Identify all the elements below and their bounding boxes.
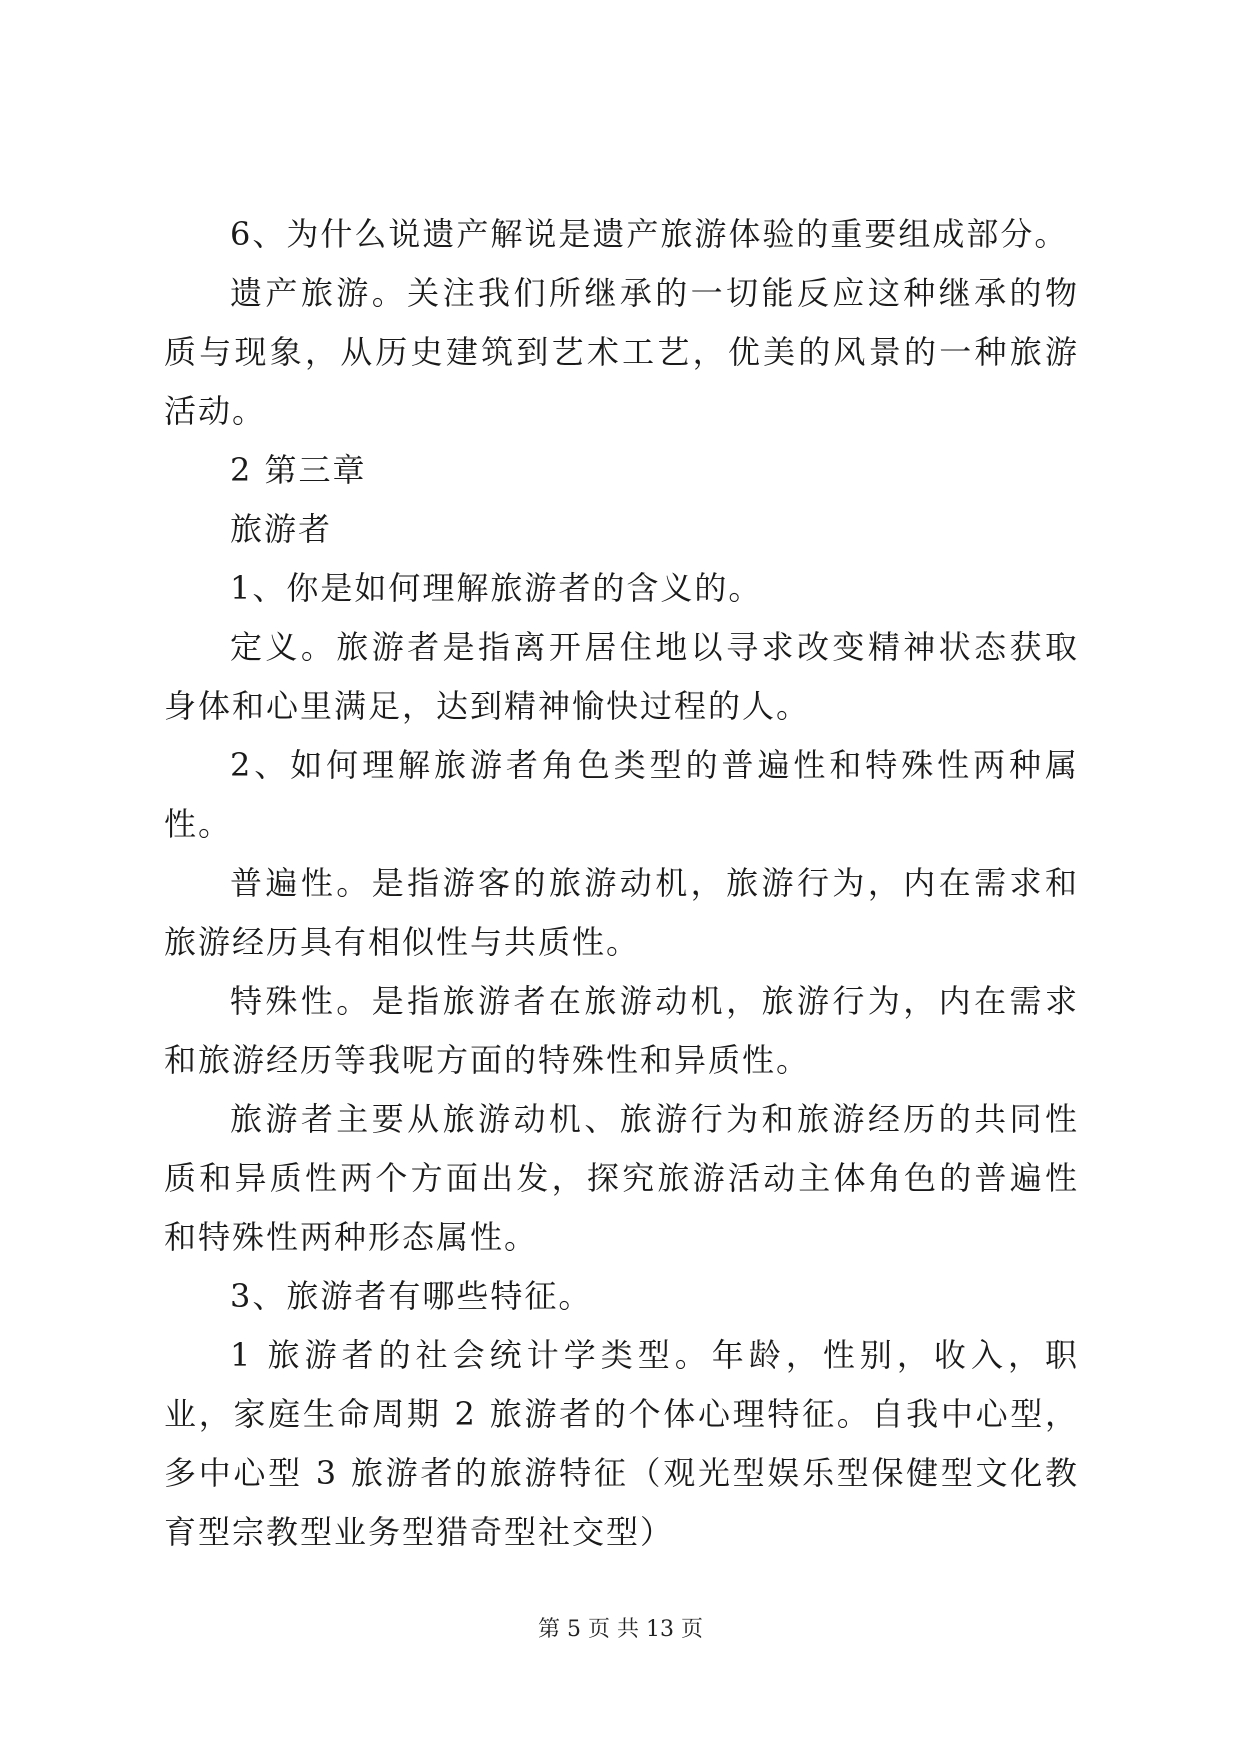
answer-summary: 旅游者主要从旅游动机、旅游行为和旅游经历的共同性质和异质性两个方面出发，探究旅游活动主体角色的普遍性和特殊性两种形态属性。: [164, 1100, 1079, 1256]
chapter-title: 旅游者: [230, 510, 333, 548]
answer-definition: 定义。旅游者是指离开居住地以寻求改变精神状态获取身体和心里满足，达到精神愉快过程的人。: [164, 628, 1079, 725]
question-3: 3、旅游者有哪些特征。: [230, 1277, 593, 1315]
question-6: 6、为什么说遗产解说是遗产旅游体验的重要组成部分。: [230, 215, 1069, 253]
question-2: 2、如何理解旅游者角色类型的普遍性和特殊性两种属性。: [164, 746, 1079, 843]
document-body: [164, 205, 1079, 1562]
answer-universality: 普遍性。是指游客的旅游动机，旅游行为，内在需求和旅游经历具有相似性与共质性。: [164, 864, 1079, 961]
chapter-number: 2 第三章: [230, 451, 367, 489]
answer-particularity: 特殊性。是指旅游者在旅游动机，旅游行为，内在需求和旅游经历等我呢方面的特殊性和异质性。: [164, 982, 1079, 1079]
page-number-footer: 第 5 页 共 13 页: [538, 1617, 703, 1642]
question-1: 1、你是如何理解旅游者的含义的。: [230, 569, 763, 607]
answer-characteristics: 1 旅游者的社会统计学类型。年龄，性别，收入，职业，家庭生命周期 2 旅游者的个体心理特征。自我中心型，多中心型 3 旅游者的旅游特征（观光型娱乐型保健型文化教育型宗教型业务型猎奇型社交型）: [164, 1336, 1079, 1551]
answer-heritage-tourism: 遗产旅游。关注我们所继承的一切能反应这种继承的物质与现象，从历史建筑到艺术工艺，优美的风景的一种旅游活动。: [164, 274, 1079, 430]
